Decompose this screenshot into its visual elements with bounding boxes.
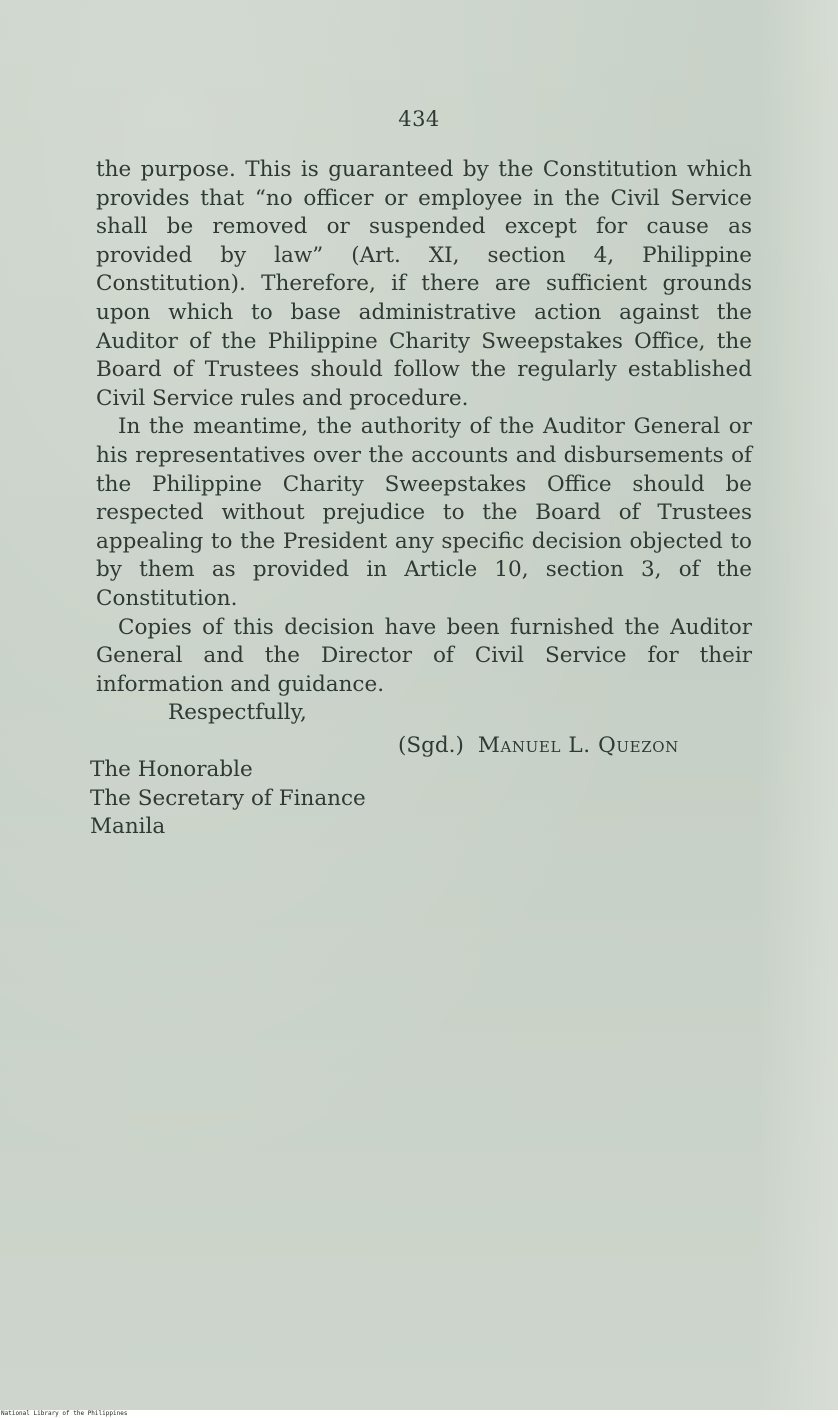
page-edge-shade	[758, 0, 838, 1410]
closing-salutation: Respectfully,	[168, 700, 307, 725]
signatory-name: Manuel L. Quezon	[477, 733, 679, 758]
paragraph-copies-furnished: Copies of this decision have been furnished the Auditor General and the Director of Civil Service for their information and guidance.	[96, 614, 752, 697]
page-number: 434	[398, 107, 440, 131]
addressee-location: Manila	[90, 814, 166, 839]
footer-credit: National Library of the Philippines	[0, 1410, 838, 1418]
addressee-title: The Secretary of Finance	[90, 785, 366, 811]
body-text	[96, 156, 752, 699]
paragraph-auditor-authority: In the meantime, the authority of the Auditor General or his representatives over the accounts and disbursements of the Philippine Charity Sweepstakes Office should be respected without prejudice to the Board of Trustees appealing to the President any specific decision objected to by them as provided in Article 10, section 3, of the Constitution.	[96, 414, 752, 611]
paragraph-continuation: the purpose. This is guaranteed by the Constitution which provides that “no officer or employee in the Civil Service shall be removed or suspended except for cause as provided by law” (Art. XI, section 4, Philippine Constitution). Therefore, if there are sufficient grounds upon which to base administrative action against the Auditor of the Philippine Charity Sweepstakes Office, the Board of Trustees should follow the regularly established Civil Service rules and procedure.	[96, 157, 752, 411]
signature-prefix: (Sgd.)	[398, 733, 464, 758]
addressee-block	[90, 756, 366, 842]
addressee-honorific: The Honorable	[90, 757, 253, 782]
signature-block	[398, 733, 679, 758]
